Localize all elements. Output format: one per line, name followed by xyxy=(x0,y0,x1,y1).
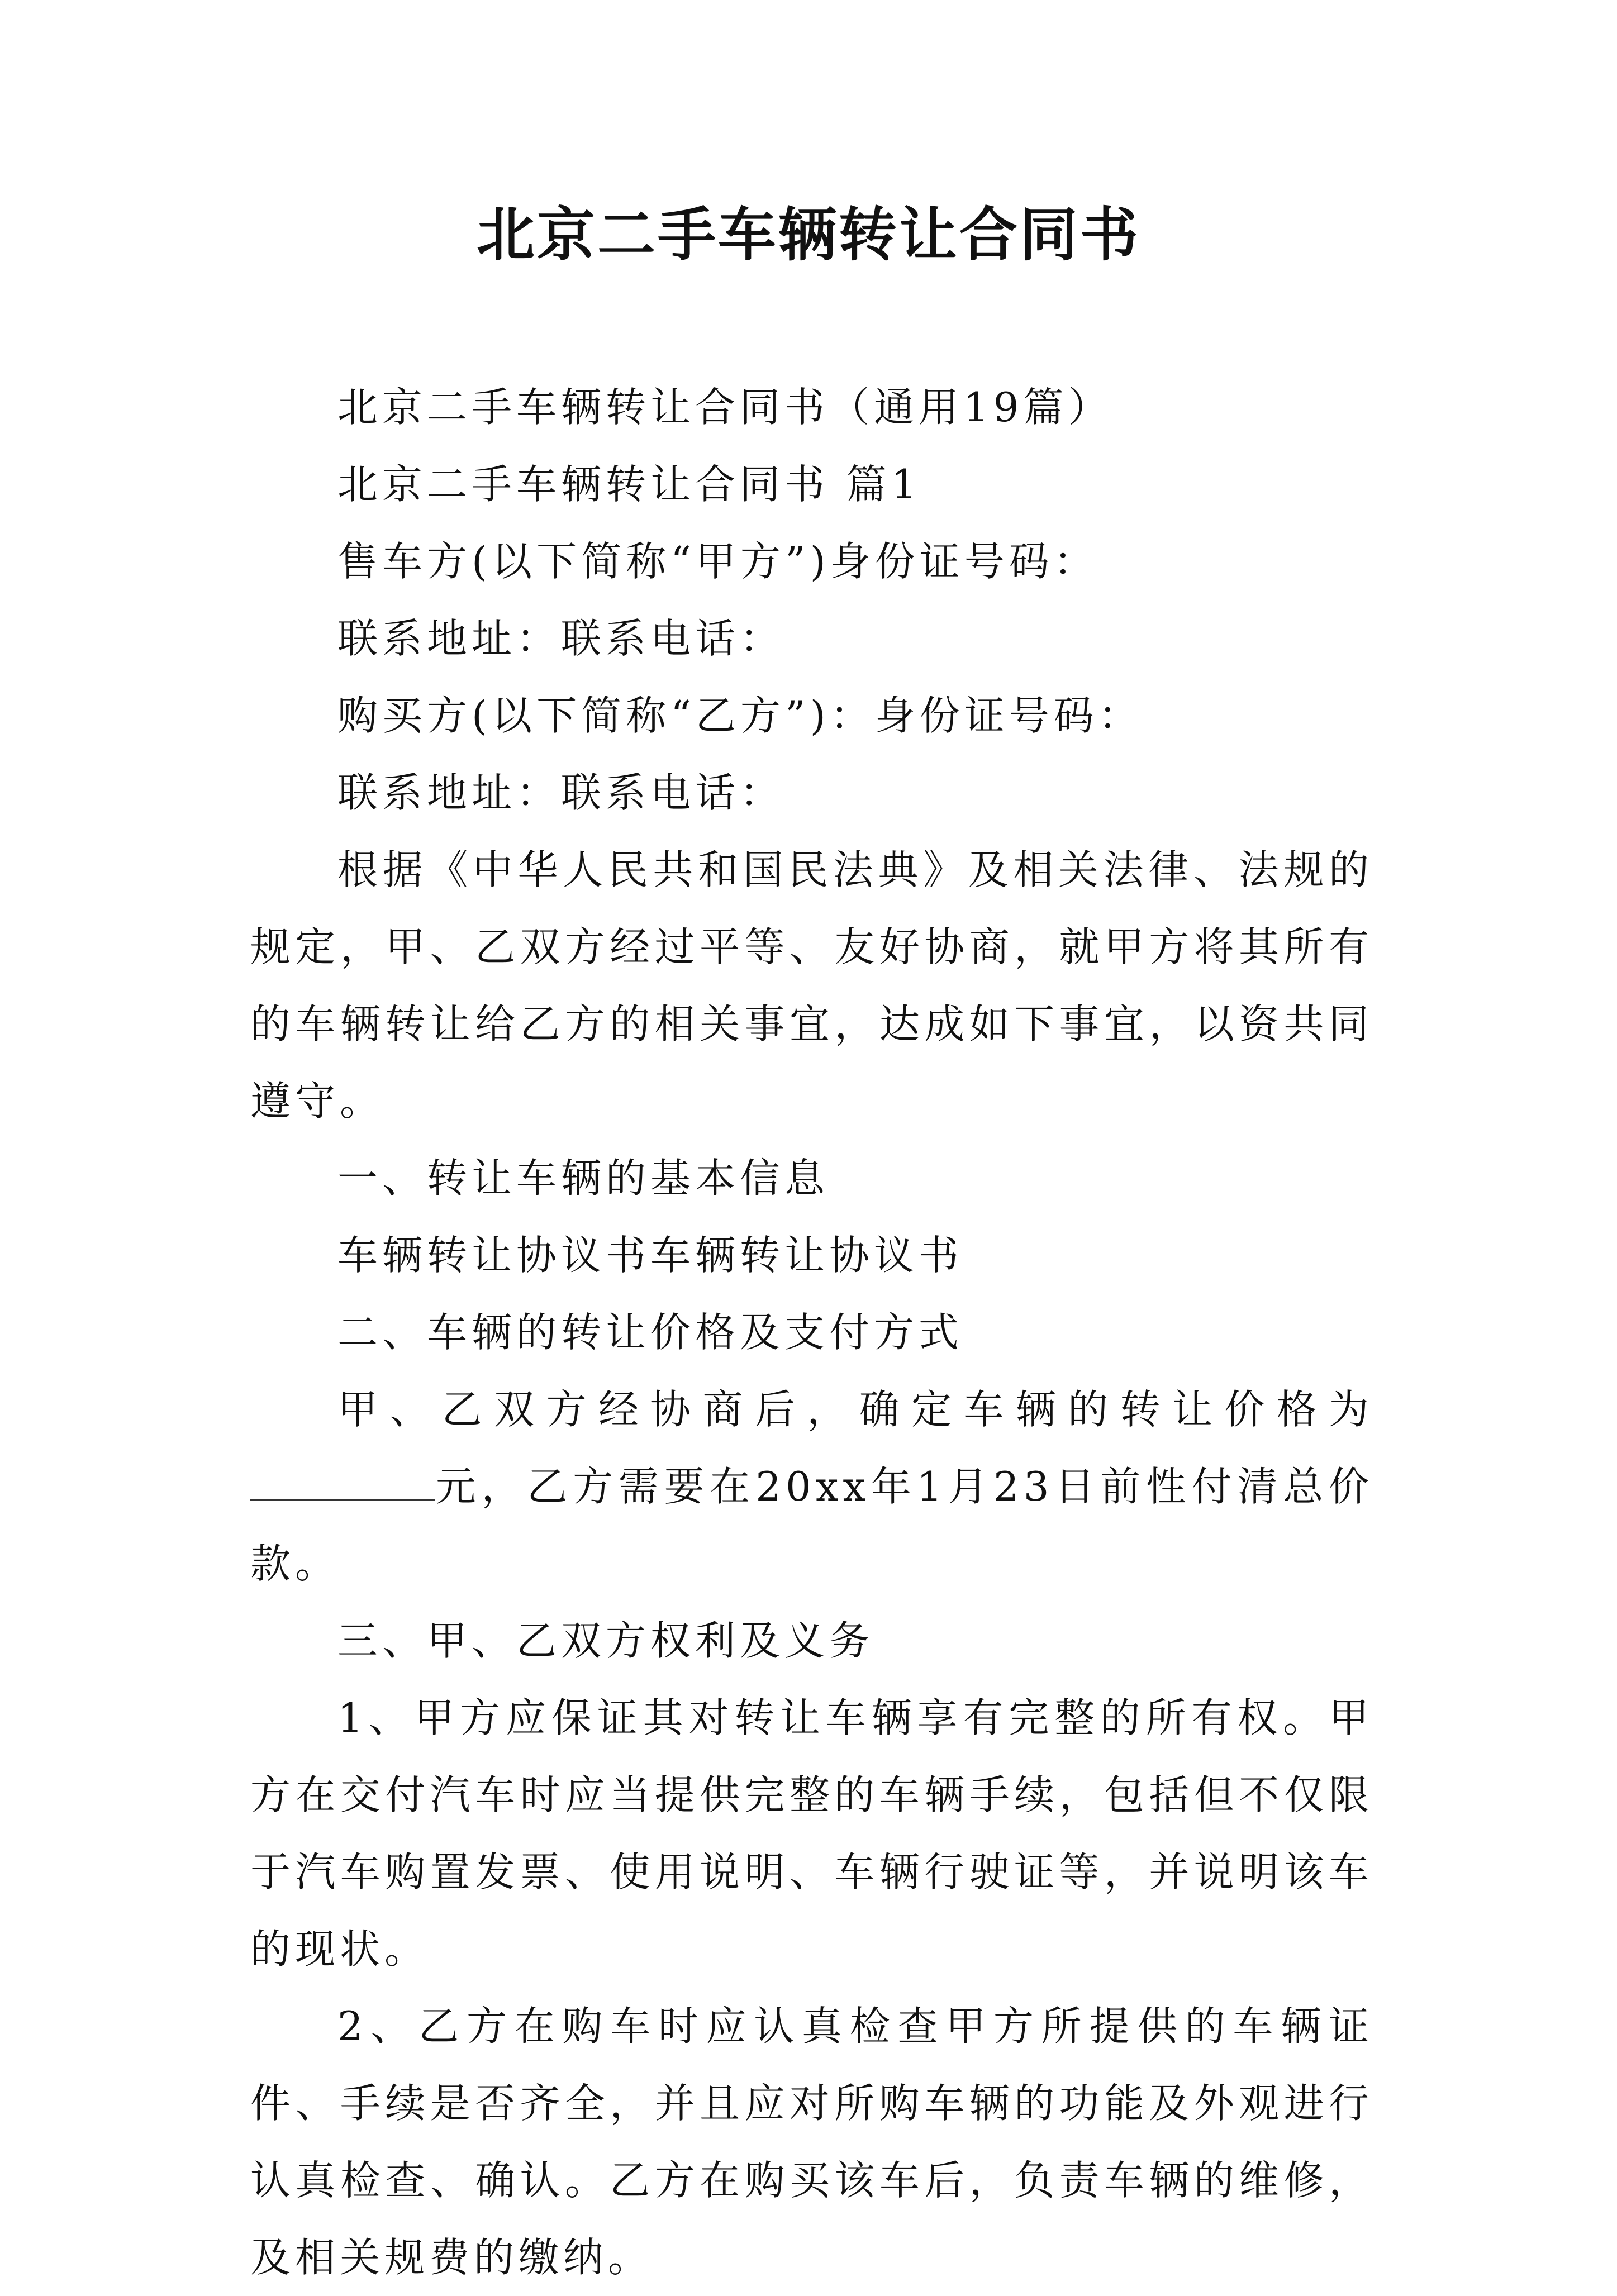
section-heading-2: 二、车辆的转让价格及支付方式 xyxy=(337,1309,964,1356)
price-text-after: 元，乙方需要在20xx年1月23日前性付清总价款。 xyxy=(250,1463,1373,1587)
section-heading-3: 三、甲、乙双方权利及义务 xyxy=(337,1617,874,1664)
subtitle-part: 北京二手车辆转让合同书 篇1 xyxy=(337,461,921,508)
document-title: 北京二手车辆转让合同书 xyxy=(476,200,1140,269)
buyer-info: 购买方(以下简称“乙方”)：身份证号码： xyxy=(337,692,1143,739)
buyer-contact: 联系地址：联系电话： xyxy=(337,769,785,816)
seller-info: 售车方(以下简称“甲方”)身份证号码： xyxy=(337,538,1098,585)
price-text-before: 甲、乙双方经协商后，确定车辆的转让价格为 xyxy=(337,1386,1373,1433)
price-paragraph xyxy=(250,1371,1373,1602)
vehicle-info-line: 车辆转让协议书车辆转让协议书 xyxy=(337,1232,964,1279)
document-body xyxy=(250,369,1373,2296)
price-blank-line xyxy=(250,1461,435,1501)
preamble-paragraph: 根据《中华人民共和国民法典》及相关法律、法规的规定，甲、乙双方经过平等、友好协商，就甲方将其所有的车辆转让给乙方的相关事宜，达成如下事宜，以资共同遵守。 xyxy=(250,846,1373,1125)
seller-contact: 联系地址：联系电话： xyxy=(337,615,785,662)
subtitle-collection: 北京二手车辆转让合同书（通用19篇） xyxy=(337,384,1113,431)
clause-1: 1、甲方应保证其对转让车辆享有完整的所有权。甲方在交付汽车时应当提供完整的车辆手续，包括但不仅限于汽车购置发票、使用说明、车辆行驶证等，并说明该车的现状。 xyxy=(250,1694,1373,1973)
clause-2: 2、乙方在购车时应认真检查甲方所提供的车辆证件、手续是否齐全，并且应对所购车辆的功能及外观进行认真检查、确认。乙方在购买该车后，负责车辆的维修，及相关规费的缴纳。 xyxy=(250,2003,1373,2281)
section-heading-1: 一、转让车辆的基本信息 xyxy=(337,1155,830,1202)
